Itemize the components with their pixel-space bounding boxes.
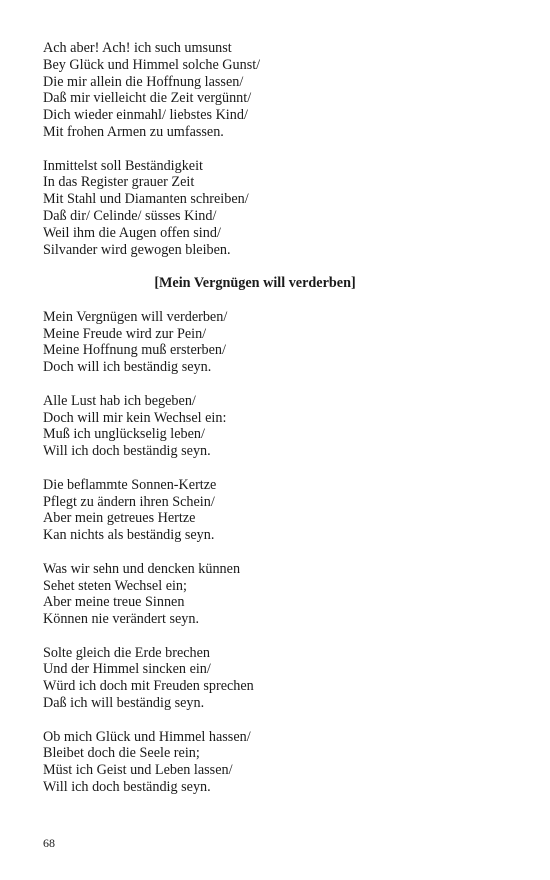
verse-line: Kan nichts als beständig seyn. [43,527,215,544]
verse-line: Aber meine treue Sinnen [43,594,185,611]
verse-line: Mit frohen Armen zu umfassen. [43,123,224,140]
verse-line: Daß dir/ Celinde/ süsses Kind/ [43,207,217,224]
verse-line: Sehet steten Wechsel ein; [43,577,187,594]
verse-line: Und der Himmel sincken ein/ [43,661,211,678]
verse-line: Inmittelst soll Beständigkeit [43,157,203,174]
poem-title: [Mein Vergnügen will verderben] [154,275,356,292]
stanza [43,158,513,259]
verse-line: Können nie verändert seyn. [43,611,200,628]
verse-line: Würd ich doch mit Freuden sprechen [43,678,254,695]
verse-line: Meine Freude wird zur Pein/ [43,325,207,342]
verse-line: Alle Lust hab ich begeben/ [43,392,196,409]
verse-line: Dich wieder einmahl/ liebstes Kind/ [43,107,248,124]
page-body [43,40,513,813]
verse-line: Was wir sehn und dencken künnen [43,560,241,577]
stanza [43,729,513,796]
verse-line: Daß ich will beständig seyn. [43,695,205,712]
stanza [43,561,513,628]
verse-line: Weil ihm die Augen offen sind/ [43,224,221,241]
verse-line: Doch will ich beständig seyn. [43,359,212,376]
verse-line: Daß mir vielleicht die Zeit vergünnt/ [43,90,252,107]
verse-line: Meine Hoffnung muß ersterben/ [43,342,226,359]
page-number: 68 [43,836,55,850]
verse-line: Bleibet doch die Seele rein; [43,745,200,762]
verse-line: Bey Glück und Himmel solche Gunst/ [43,56,261,73]
verse-line: Die beflammte Sonnen-Kertze [43,476,217,493]
stanza [43,309,513,376]
verse-line: Will ich doch beständig seyn. [43,443,211,460]
verse-line: Mein Vergnügen will verderben/ [43,308,228,325]
verse-line: Silvander wird gewogen bleiben. [43,241,231,258]
verse-line: Doch will mir kein Wechsel ein: [43,409,227,426]
stanza [43,40,513,141]
verse-line: Solte gleich die Erde brechen [43,644,211,661]
verse-line: In das Register grauer Zeit [43,174,195,191]
verse-line: Will ich doch beständig seyn. [43,779,211,796]
verse-line: Ob mich Glück und Himmel hassen/ [43,728,251,745]
verse-line: Aber mein getreues Hertze [43,510,196,527]
stanza [43,393,513,460]
stanza [43,645,513,712]
stanza [43,477,513,544]
previous-poem-ending [43,40,513,258]
verse-line: Pflegt zu ändern ihren Schein/ [43,493,215,510]
verse-line: Ach aber! Ach! ich such umsunst [43,40,232,56]
poem-body [43,309,513,796]
verse-line: Muß ich unglückselig leben/ [43,426,205,443]
verse-line: Müst ich Geist und Leben lassen/ [43,762,233,779]
verse-line: Mit Stahl und Diamanten schreiben/ [43,191,249,208]
verse-line: Die mir allein die Hoffnung lassen/ [43,73,244,90]
